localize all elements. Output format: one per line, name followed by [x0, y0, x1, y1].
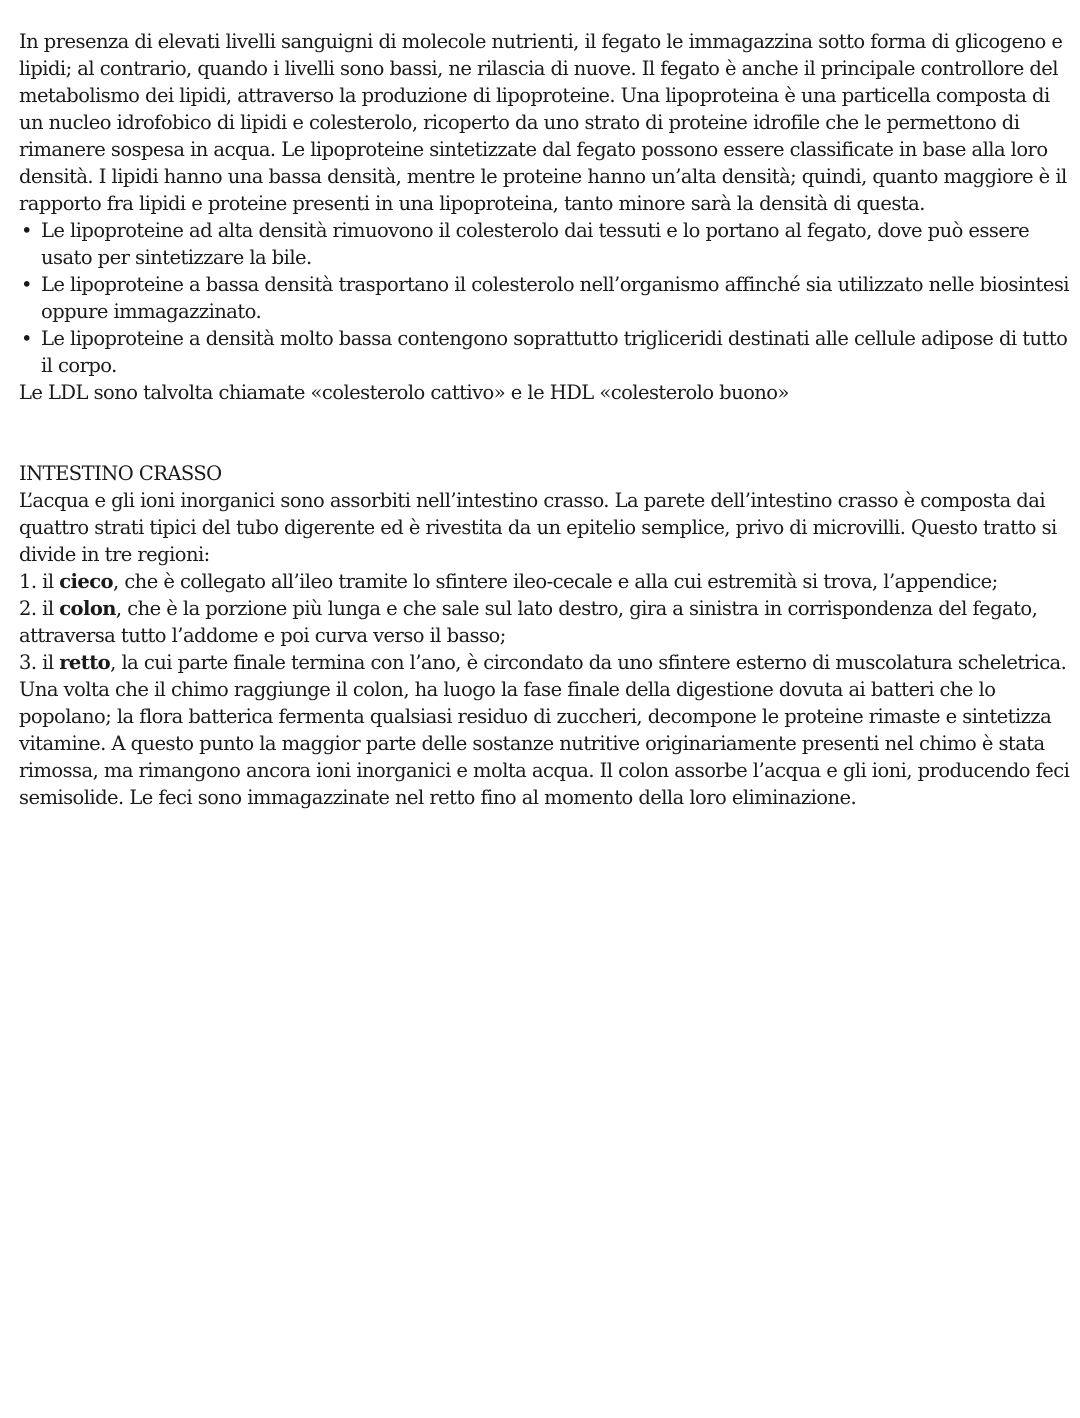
list-item-text: Le lipoproteine a bassa densità trasportano il colesterolo nell’organismo affinché sia utilizzato nelle biosintesi oppure immagazzinato.: [41, 273, 1069, 323]
list-item: [19, 271, 1075, 325]
region-item-cieco: [19, 568, 1075, 595]
list-item: [19, 217, 1075, 271]
bullet-icon: •: [21, 327, 32, 350]
ldl-hdl-note: Le LDL sono talvolta chiamate «colesterolo cattivo» e le HDL «colesterolo buono»: [19, 381, 789, 404]
digestion-closing-paragraph: Una volta che il chimo raggiunge il colon, ha luogo la fase finale della digestione dovuta ai batteri che lo popolano; la flora batterica fermenta qualsiasi residuo di zuccheri, decompone le proteine rimaste e sintetizza vitamine. A questo punto la maggior parte delle sostanze nutritive originariamente presenti nel chimo è stata rimossa, ma rimangono ancora ioni inorganici e molta acqua. Il colon assorbe l’acqua e gli ioni, producendo feci semisolide. Le feci sono immagazzinate nel retto fino al momento della loro eliminazione.: [19, 678, 1070, 809]
list-item-text: Le lipoproteine ad alta densità rimuovono il colesterolo dai tessuti e lo portano al fegato, dove può essere usato per sintetizzare la bile.: [41, 219, 1030, 269]
lipoprotein-list: [19, 217, 1075, 379]
region-item-retto: [19, 649, 1075, 676]
region-description: , che è la porzione più lunga e che sale sul lato destro, gira a sinistra in corrispondenza del fegato, attraversa tutto l’addome e poi curva verso il basso;: [19, 597, 1038, 647]
region-term: colon: [59, 597, 116, 620]
region-number: 1. il: [19, 570, 60, 593]
region-number: 3. il: [19, 651, 60, 674]
region-description: , che è collegato all’ileo tramite lo sfintere ileo-cecale e alla cui estremità si trova, l’appendice;: [113, 570, 998, 593]
bullet-icon: •: [21, 219, 32, 242]
liver-intro-paragraph: In presenza di elevati livelli sanguigni di molecole nutrienti, il fegato le immagazzina sotto forma di glicogeno e lipidi; al contrario, quando i livelli sono bassi, ne rilascia di nuove. Il fegato è anche il principale controllore del metabolismo dei lipidi, attraverso la produzione di lipoproteine. Una lipoproteina è una particella composta di un nucleo idrofobico di lipidi e colesterolo, ricoperto da uno strato di proteine idrofile che le permettono di rimanere sospesa in acqua. Le lipoproteine sintetizzate dal fegato possono essere classificate in base alla loro densità. I lipidi hanno una bassa densità, mentre le proteine hanno un’alta densità; quindi, quanto maggiore è il rapporto fra lipidi e proteine presenti in una lipoproteina, tanto minore sarà la densità di questa.: [19, 30, 1067, 215]
region-term: cieco: [59, 570, 114, 593]
section-spacer: [19, 406, 1075, 460]
region-item-colon: [19, 595, 1075, 649]
list-item-text: Le lipoproteine a densità molto bassa contengono soprattutto trigliceridi destinati alle cellule adipose di tutto il corpo.: [41, 327, 1068, 377]
region-term: retto: [59, 651, 111, 674]
large-intestine-intro-paragraph: L’acqua e gli ioni inorganici sono assorbiti nell’intestino crasso. La parete dell’intestino crasso è composta dai quattro strati tipici del tubo digerente ed è rivestita da un epitelio semplice, privo di microvilli. Questo tratto si divide in tre regioni:: [19, 489, 1057, 566]
region-number: 2. il: [19, 597, 60, 620]
document-page: [19, 28, 1075, 811]
section-heading: INTESTINO CRASSO: [19, 462, 222, 485]
list-item: [19, 325, 1075, 379]
region-description: , la cui parte finale termina con l’ano, è circondato da uno sfintere esterno di muscolatura scheletrica.: [110, 651, 1067, 674]
bullet-icon: •: [21, 273, 32, 296]
